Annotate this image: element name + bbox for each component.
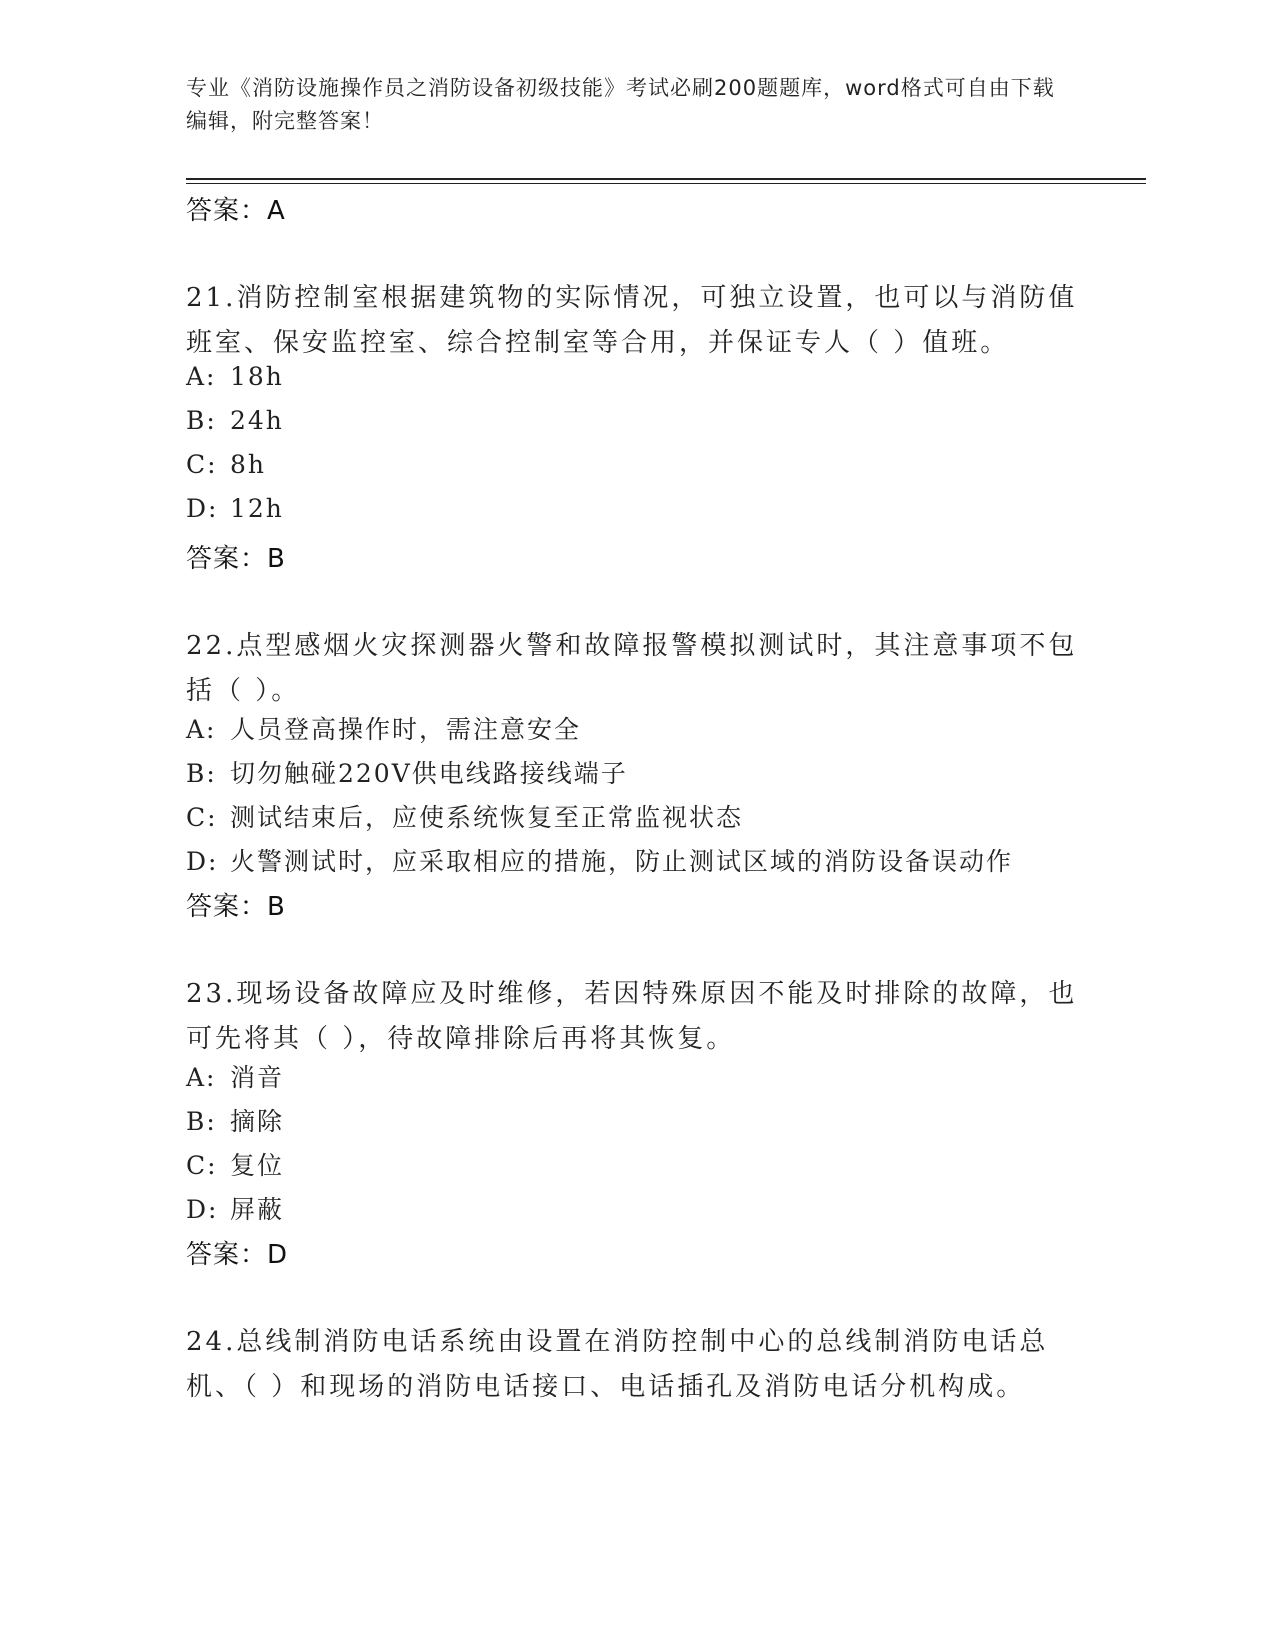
option-label: B: [186, 406, 217, 435]
option-21-c [186, 450, 266, 479]
option-text: 复位 [230, 1151, 285, 1180]
option-22-b [186, 754, 628, 790]
option-label: D: [186, 1195, 219, 1224]
option-text: 屏蔽 [230, 1195, 285, 1224]
option-21-d [186, 494, 284, 523]
option-label: C: [186, 1151, 218, 1180]
question-22: 22.点型感烟火灾探测器火警和故障报警模拟测试时，其注意事项不包括（ ）。 [186, 631, 1078, 706]
option-label: B: [186, 1107, 217, 1136]
option-22-a [186, 710, 581, 746]
option-text: 8h [230, 450, 267, 479]
option-21-a [186, 362, 284, 391]
option-text: 切勿触碰220V供电线路接线端子 [230, 759, 628, 788]
option-text: 18h [230, 362, 284, 391]
option-label: A: [186, 1063, 217, 1092]
answer-23: 答案：D [186, 1240, 289, 1270]
option-label: C: [186, 450, 218, 479]
option-label: C: [186, 803, 218, 832]
option-text: 人员登高操作时，需注意安全 [230, 715, 582, 744]
question-24: 24.总线制消防电话系统由设置在消防控制中心的总线制消防电话总机、（ ）和现场的消防电话接口、电话插孔及消防电话分机构成。 [186, 1327, 1049, 1402]
option-label: A: [186, 715, 217, 744]
option-23-b [186, 1102, 284, 1138]
option-text: 12h [230, 494, 284, 523]
option-label: D: [186, 847, 219, 876]
option-22-c [186, 798, 743, 834]
option-text: 测试结束后，应使系统恢复至正常监视状态 [230, 803, 744, 832]
option-text: 消音 [230, 1063, 285, 1092]
option-21-b [186, 406, 284, 435]
option-23-a [186, 1058, 284, 1094]
option-23-d [186, 1190, 284, 1226]
answer-21: 答案：B [186, 544, 286, 574]
page-header: 专业《消防设施操作员之消防设备初级技能》考试必刷200题题库，word格式可自由下载编辑，附完整答案！ [186, 76, 1055, 133]
option-23-c [186, 1146, 284, 1182]
answer-prev: 答案：A [186, 196, 286, 226]
question-21: 21.消防控制室根据建筑物的实际情况，可独立设置，也可以与消防值班室、保安监控室、综合控制室等合用，并保证专人（ ）值班。 [186, 283, 1078, 358]
option-22-d [186, 842, 1013, 878]
option-label: A: [186, 362, 217, 391]
option-label: B: [186, 759, 217, 788]
answer-22: 答案：B [186, 892, 286, 922]
option-text: 24h [230, 406, 284, 435]
option-label: D: [186, 494, 219, 523]
header-rule-thin [186, 183, 1146, 184]
option-text: 摘除 [230, 1107, 285, 1136]
question-23: 23.现场设备故障应及时维修，若因特殊原因不能及时排除的故障，也可先将其（ ），待故障排除后再将其恢复。 [186, 979, 1078, 1054]
header-rule-thick [186, 178, 1146, 180]
option-text: 火警测试时，应采取相应的措施，防止测试区域的消防设备误动作 [230, 847, 1014, 876]
